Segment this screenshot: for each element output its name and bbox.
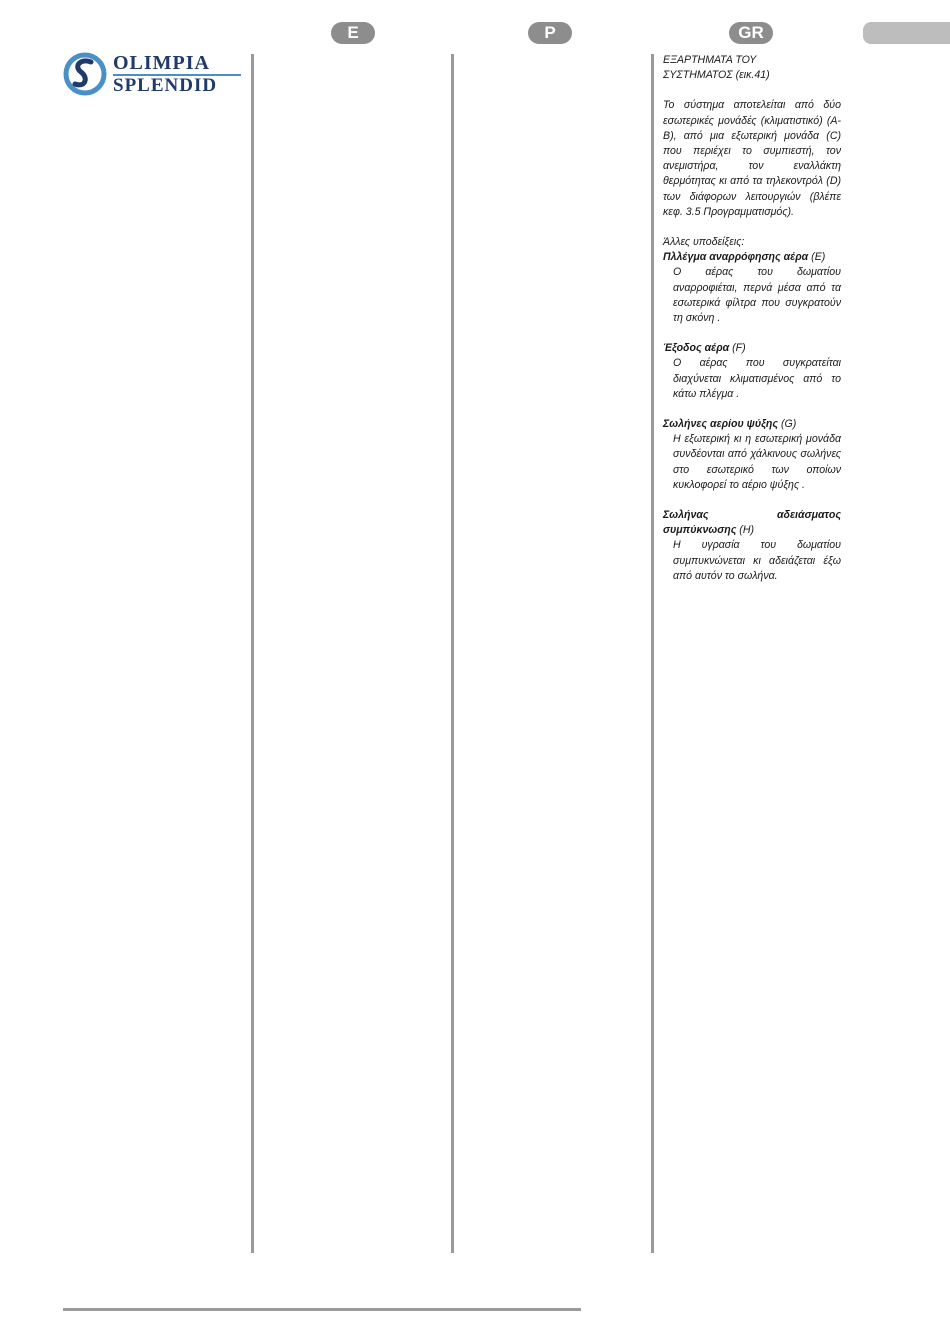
- footer-rule: [63, 1308, 581, 1311]
- column-divider-3: [651, 54, 654, 1253]
- item-text-f: Ο αέρας που συγκρατείται διαχύνεται κλιματισμένος από το κάτω πλέγμα .: [673, 357, 841, 400]
- tab-lang-e[interactable]: E: [331, 22, 375, 44]
- olimpia-splendid-logo: [63, 52, 243, 96]
- intro-paragraph: Το σύστημα αποτελείται από δύο εσωτερικές μονάδές (κλιματιστικό) (A-B), από μια εξωτερική μονάδα (C) που περιέχει το συμπιεστή, τον ανεμιστήρα, τον εναλλάκτη θερμότητας κι από τα τηλεκοντρόλ (D) των διάφορων λειτουργιών (βλέπε κεφ. 3.5 Προγραμματισμός).: [663, 99, 841, 218]
- item-text-h: Η υγρασία του δωματίου συμπυκνώνεται κι αδειάζεται έξω από αυτόν το σωλήνα.: [673, 539, 841, 582]
- section-title-line-1: ΕΞΑΡΤΗΜΑΤΑ ΤΟΥ: [663, 54, 757, 66]
- logo-line-2: SPLENDID: [113, 75, 218, 96]
- other-notes-label: Άλλες υποδείξεις:: [663, 236, 745, 249]
- item-text-e: Ο αέρας του δωματίου αναρροφιέται, περνά μέσα από τα εσωτερικά φίλτρα που συγκρατούν τη σκόνη .: [673, 266, 841, 325]
- column-divider-2: [451, 54, 454, 1253]
- item-title-g: Σωλήνες αερίου ψύξης (G): [663, 418, 797, 431]
- item-title-e: Πλλέγμα αναρρόφησης αέρα (E): [663, 251, 826, 264]
- item-title-f: Έξοδος αέρα (F): [663, 342, 746, 355]
- tab-lang-p[interactable]: P: [528, 22, 572, 44]
- item-text-g: Η εξωτερική κι η εσωτερική μονάδα συνδέονται από χάλκινους σωλήνες στο εσωτερικό των οποίων κυκλοφορεί το αέριο ψύξης .: [673, 433, 841, 491]
- item-title-h: Σωλήνας αδειάσματος συμπύκνωσης (H): [663, 509, 841, 537]
- section-title-line-2: ΣΥΣΤΗΜΑΤΟΣ (εικ.41): [663, 69, 770, 82]
- column-divider-1: [251, 54, 254, 1253]
- logo-emblem-icon: [63, 52, 109, 96]
- logo-line-1: OLIMPIA: [113, 52, 210, 74]
- page-corner-tab: [863, 22, 950, 44]
- tab-lang-gr[interactable]: GR: [729, 22, 773, 44]
- greek-text-column: [663, 53, 841, 584]
